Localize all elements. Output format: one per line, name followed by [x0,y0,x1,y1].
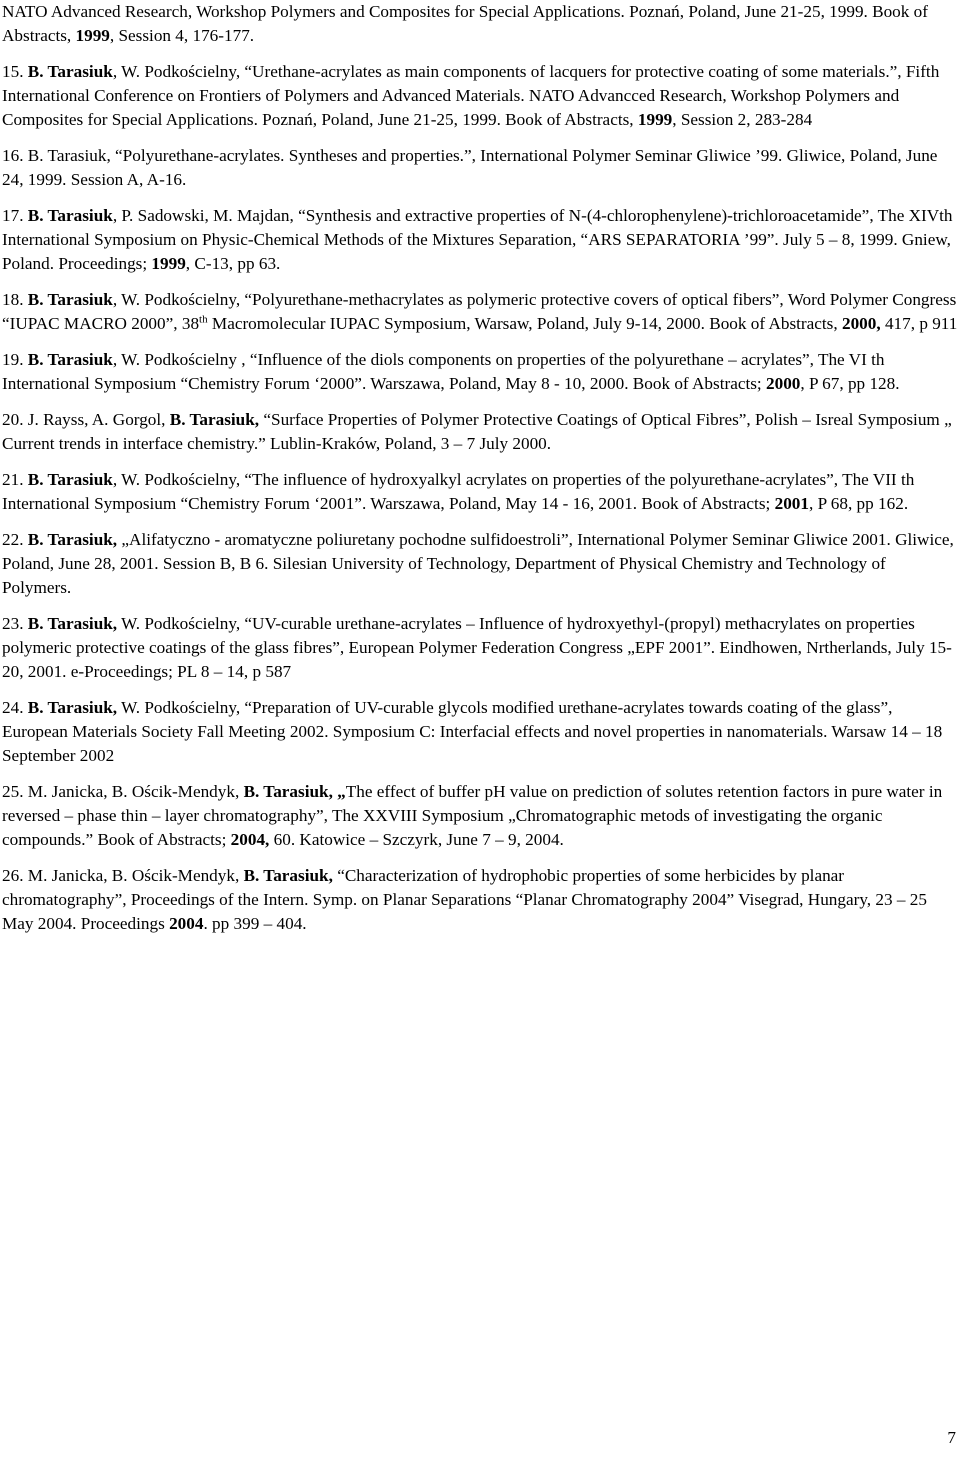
text-segment: 26. M. Janicka, B. Ościk-Mendyk, [2,866,244,885]
publication-entry [2,288,958,336]
publication-text [2,528,958,600]
text-segment: W. Podkościelny, “Preparation of UV-curable glycols modified urethane-acrylates towards coating of the glass”, European Materials Society Fall Meeting 2002. Symposium C: Interfacial effects and novel properties in nanomaterials. Warsaw 14 – 18 September 2002 [2,698,943,765]
bold-text-segment: B. Tarasiuk [27,62,113,81]
text-segment: 19. [2,350,28,369]
text-segment: 417, p 911 [880,314,958,333]
publication-entry [2,60,958,132]
text-segment: , W. Podkościelny, “The influence of hydroxyalkyl acrylates on properties of the polyurethane-acrylates”, The VII th International Symposium “Chemistry Forum ‘2001”. Warszawa, Poland, May 14 - 16, 2001. Book of Abstracts; [2,470,915,513]
publication-list [2,0,958,936]
text-segment: „Alifatyczno - aromatyczne poliuretany pochodne sulfidoestroli”, International Polymer Seminar Gliwice 2001. Gliwice, Poland, June 28, 2001. Session B, B 6. Silesian University of Technology, Department of Physical Chemistry and Technology of Polymers. [2,530,954,597]
text-segment: 21. [2,470,28,489]
publication-text [2,204,958,276]
bold-text-segment: 1999 [637,110,673,129]
publication-text [2,780,958,852]
publication-text [2,0,958,48]
text-segment: , W. Podkościelny , “Influence of the diols components on properties of the polyurethane – acrylates”, The VI th International Symposium “Chemistry Forum ‘2000”. Warszawa, Poland, May 8 - 10, 2000. Book of Abstracts; [2,350,885,393]
superscript-segment: th [199,313,208,326]
publication-text [2,60,958,132]
publication-text [2,468,958,516]
text-segment: , P 67, pp 128. [800,374,900,393]
publication-entry [2,348,958,396]
text-segment: 18. [2,290,28,309]
bold-text-segment: 2000, [841,314,881,333]
publication-entry [2,408,958,456]
bold-text-segment: 2001 [774,494,809,513]
bold-text-segment: B. Tarasiuk [27,206,113,225]
publication-entry [2,0,958,48]
publication-entry [2,864,958,936]
text-segment: 60. Katowice – Szczyrk, June 7 – 9, 2004. [269,830,564,849]
bold-text-segment: B. Tarasiuk [27,290,113,309]
text-segment: 17. [2,206,28,225]
bold-text-segment: 1999 [75,26,110,45]
publication-text [2,864,958,936]
publication-text [2,612,958,684]
publication-entry [2,468,958,516]
text-segment: 25. M. Janicka, B. Ościk-Mendyk, [2,782,244,801]
publication-entry [2,204,958,276]
bold-text-segment: 1999 [151,254,186,273]
bold-text-segment: B. Tarasiuk [27,350,113,369]
text-segment: NATO Advanced Research, Workshop Polymers and Composites for Special Applications. Poznań, Poland, June 21-25, 1999. Book of Abstracts, [2,2,928,45]
text-segment: . pp 399 – 404. [203,914,307,933]
page-number: 7 [947,1428,956,1447]
bold-text-segment: 2000 [766,374,801,393]
publication-text [2,408,958,456]
text-segment: , W. Podkościelny, “Urethane-acrylates as main components of lacquers for protective coating of some materials.”, Fifth International Conference on Frontiers of Polymers and Advanced Materials. NATO Advancced Research, Workshop Polymers and Composites for Special Applications. Poznań, Poland, June 21-25, 1999. Book of Abstracts, [2,62,940,129]
text-segment: , Session 4, 176-177. [109,26,255,45]
publication-text [2,696,958,768]
bold-text-segment: B. Tarasiuk, [27,614,118,633]
text-segment: Macromolecular IUPAC Symposium, Warsaw, Poland, July 9-14, 2000. Book of Abstracts, [207,314,842,333]
publication-entry [2,144,958,192]
text-segment: 23. [2,614,28,633]
text-segment: 15. [2,62,28,81]
bold-text-segment: B. Tarasiuk, [243,866,333,885]
text-segment: 22. [2,530,28,549]
bold-text-segment: B. Tarasiuk [27,470,113,489]
text-segment: W. Podkościelny, “UV-curable urethane-acrylates – Influence of hydroxyethyl-(propyl) methacrylates on properties polymeric protective coatings of the glass fibres”, European Polymer Federation Congress „EPF 2001”. Eindhowen, Nrtherlands, July 15-20, 2001. e-Proceedings; PL 8 – 14, p 587 [2,614,952,681]
publication-entry [2,612,958,684]
text-segment: 20. J. Rayss, A. Gorgol, [2,410,170,429]
text-segment: “Surface Properties of Polymer Protective Coatings of Optical Fibres”, Polish – Isreal Symposium „ Current trends in interface chemistry.” Lublin-Kraków, Poland, 3 – 7 July 2000. [2,410,952,453]
text-segment: , P. Sadowski, M. Majdan, “Synthesis and extractive properties of N-(4-chlorophenylene)-trichloroacetamide”, The XIVth International Symposium on Physic-Chemical Methods of the Mixtures Separation, “ARS SEPARATORIA ’99”. July 5 – 8, 1999. Gniew, Poland. Proceedings; [2,206,953,273]
publication-text [2,144,958,192]
text-segment: The effect of buffer pH value on prediction of solutes retention factors in pure water in reversed – phase thin – layer chromatography”, The XXVIII Symposium „Chromatographic metods of investigating the organic compounds.” Book of Abstracts; [2,782,943,849]
bold-text-segment: B. Tarasiuk, [27,530,118,549]
text-segment: , W. Podkościelny, “Polyurethane-methacrylates as polymeric protective covers of optical fibers”, Word Polymer Congress “IUPAC MACRO 2000”, 38 [2,290,957,333]
publication-entry [2,528,958,600]
bold-text-segment: 2004 [169,914,204,933]
text-segment: “Characterization of hydrophobic properties of some herbicides by planar chromatography”, Proceedings of the Intern. Symp. on Planar Separations “Planar Chromatography 2004” Visegrad, Hungary, 23 – 25 May 2004. Proceedings [2,866,927,933]
text-segment: , P 68, pp 162. [808,494,909,513]
bold-text-segment: B. Tarasiuk, [169,410,260,429]
text-segment: , C-13, pp 63. [185,254,281,273]
publication-text [2,288,958,336]
publication-entry [2,696,958,768]
bold-text-segment: B. Tarasiuk, [27,698,118,717]
bold-text-segment: 2004, [230,830,270,849]
publication-entry [2,780,958,852]
bold-text-segment: B. Tarasiuk, „ [243,782,346,801]
text-segment: , Session 2, 283-284 [672,110,813,129]
publication-text [2,348,958,396]
text-segment: 16. B. Tarasiuk, “Polyurethane-acrylates. Syntheses and properties.”, International Polymer Seminar Gliwice ’99. Gliwice, Poland, June 24, 1999. Session A, A-16. [2,146,938,189]
text-segment: 24. [2,698,28,717]
